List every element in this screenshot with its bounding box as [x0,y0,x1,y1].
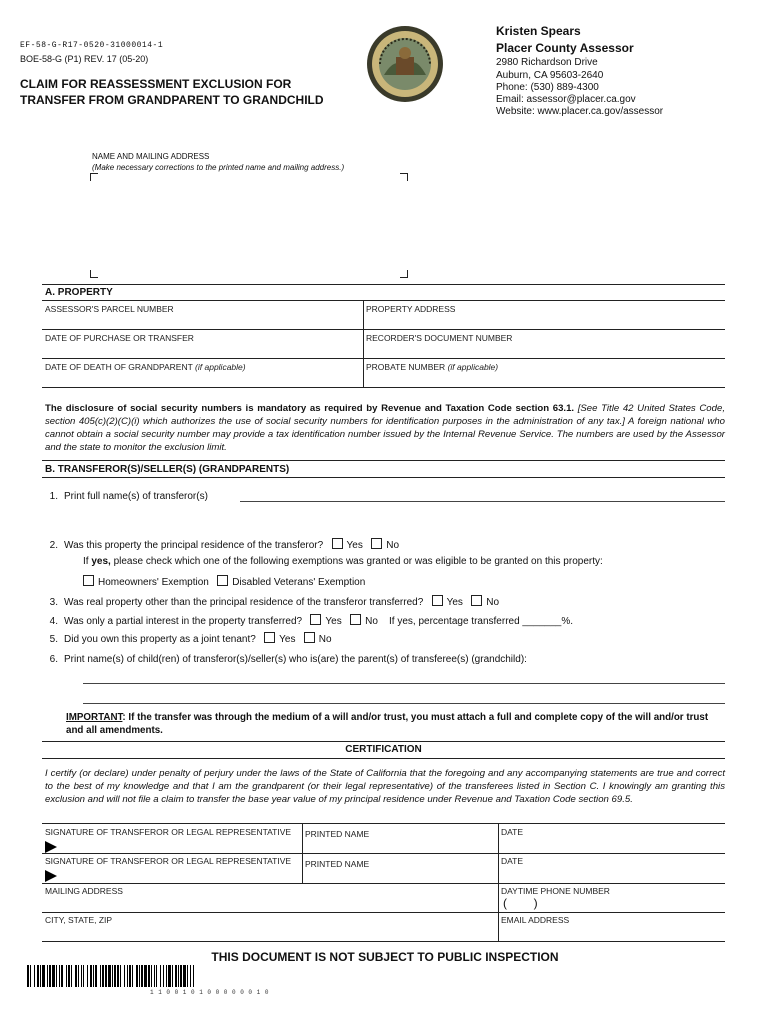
printed-name2-field[interactable] [304,869,496,882]
important-notice: IMPORTANT: If the transfer was through the medium of a will and/or trust, you must attach a full and complete copy of the will and/or trust and all amendments. [66,712,709,736]
transferor-name-field[interactable] [240,501,725,502]
date1-field[interactable] [500,839,723,852]
probate-number-field[interactable] [365,372,723,386]
address-corner-tl [90,173,98,181]
mailing-address-field[interactable] [98,183,396,267]
assessor-address1: 2980 Richardson Drive [496,57,598,68]
mailing-address-cert-label: MAILING ADDRESS [45,886,123,896]
veterans-exemption-checkbox[interactable] [217,575,228,586]
signature1-label: SIGNATURE OF TRANSFEROR OR LEGAL REPRESENTATIVE [45,827,292,837]
date2-label: DATE [501,856,524,866]
email-address-label: EMAIL ADDRESS [501,915,570,925]
question-2: 2. Was this property the principal residence of the transferor? Yes No [49,540,400,551]
assessor-website: Website: www.placer.ca.gov/assessor [496,106,664,117]
homeowners-exemption-checkbox[interactable] [83,575,94,586]
child-name-field-2[interactable] [83,703,725,704]
city-state-zip-label: CITY, STATE, ZIP [45,915,113,925]
daytime-phone-field[interactable]: ( ) [503,896,538,910]
form-title-line2: TRANSFER FROM GRANDPARENT TO GRANDCHILD [20,93,324,107]
question-3: 3. Was real property other than the principal residence of the transferor transferred? Yes No [49,597,500,608]
certification-text: I certify (or declare) under penalty of perjury under the laws of the State of California that the foregoing and any accompanying statements are true and correct to the best of my knowledge and that I am the grandparent (or their legal representative) of the transferees listed in Section C. I knowingly am granting this exclusion and will not file a claim to transfer the base year value of my principal residence under Revenue and Taxation Code section 69.5. [45,768,725,805]
barcode-text: 1 1 0 0 1 0 1 0 0 0 0 0 0 1 0 [150,989,269,996]
form-revision: BOE-58-G (P1) REV. 17 (05-20) [20,54,149,64]
sign-here-arrow-icon [45,869,57,887]
q4-no-checkbox[interactable] [350,614,361,625]
assessor-name: Kristen Spears [496,24,581,38]
q4-yes-checkbox[interactable] [310,614,321,625]
q3-no-checkbox[interactable] [471,595,482,606]
parcel-number-label: ASSESSOR'S PARCEL NUMBER [45,304,174,314]
printed-name2-label: PRINTED NAME [305,859,370,869]
date1-label: DATE [501,827,524,837]
q5-yes-checkbox[interactable] [264,632,275,643]
assessor-phone: Phone: (530) 889-4300 [496,82,599,93]
child-name-field-1[interactable] [83,683,725,684]
form-title-line1: CLAIM FOR REASSESSMENT EXCLUSION FOR [20,77,292,91]
q5-no-checkbox[interactable] [304,632,315,643]
address-corner-tr [400,173,408,181]
property-address-field[interactable] [365,314,723,328]
parcel-number-field[interactable] [44,314,361,328]
date2-field[interactable] [500,869,723,882]
public-inspection-notice: THIS DOCUMENT IS NOT SUBJECT TO PUBLIC INSPECTION [211,950,559,964]
section-a-title: A. PROPERTY [45,287,113,298]
assessor-email: Email: assessor@placer.ca.gov [496,94,636,105]
assessor-address2: Auburn, CA 95603-2640 [496,70,604,81]
signature2-label: SIGNATURE OF TRANSFEROR OR LEGAL REPRESENTATIVE [45,856,292,866]
mailing-address-label: NAME AND MAILING ADDRESS [92,152,210,161]
barcode [27,965,195,987]
q2-no-checkbox[interactable] [371,538,382,549]
form-code: EF-58-G-R17-0520-31000014-1 [20,41,164,50]
daytime-phone-label: DAYTIME PHONE NUMBER [501,886,610,896]
death-date-field[interactable] [44,372,361,386]
question-4: 4. Was only a partial interest in the property transferred? Yes No If yes, percentage transferred _______%. [49,616,574,627]
county-seal-icon [366,25,444,103]
recorder-doc-field[interactable] [365,343,723,357]
ssn-disclosure: The disclosure of social security numbers is mandatory as required by Revenue and Taxation Code section 63.1. [See Title 42 United States Code, section 405(c)(2)(C)(i) which authorizes the use of social security numbers for identification purposes in the administration of any tax.] A foreign national who cannot obtain a social security number may provide a tax identification number issued by the Internal Revenue Service. The numbers are used by the Assessor and the state to monitor the exclusion limit. [45,403,725,453]
signature2-field[interactable] [60,867,300,882]
certification-title: CERTIFICATION [345,744,422,755]
q3-yes-checkbox[interactable] [432,595,443,606]
death-date-label: DATE OF DEATH OF GRANDPARENT (if applicable) [45,362,246,372]
mailing-address-note: (Make necessary corrections to the printed name and mailing address.) [92,163,345,172]
printed-name1-label: PRINTED NAME [305,829,370,839]
signature1-field[interactable] [60,837,300,852]
question-5: 5. Did you own this property as a joint tenant? Yes No [49,634,332,645]
question-1: 1. Print full name(s) of transferor(s) [49,491,208,502]
purchase-date-field[interactable] [44,343,361,357]
printed-name1-field[interactable] [304,839,496,852]
question-6: 6. Print name(s) of child(ren) of transferor(s)/seller(s) who is(are) the parent(s) of transferee(s) (grandchild): [49,654,527,665]
email-address-field[interactable] [500,926,723,940]
purchase-date-label: DATE OF PURCHASE OR TRANSFER [45,333,194,343]
property-address-label: PROPERTY ADDRESS [366,304,456,314]
recorder-doc-label: RECORDER'S DOCUMENT NUMBER [366,333,513,343]
section-b-title: B. TRANSFEROR(S)/SELLER(S) (GRANDPARENTS) [45,464,290,475]
exemption-options: Homeowners' Exemption Disabled Veterans' Exemption [83,575,365,588]
question-2-followup: If yes, please check which one of the following exemptions was granted or was eligible to be granted on this property: [83,556,603,567]
assessor-title: Placer County Assessor [496,41,634,55]
address-corner-bl [90,270,98,278]
probate-number-label: PROBATE NUMBER (if applicable) [366,362,499,372]
mailing-address-cert-field[interactable] [44,897,496,911]
q2-yes-checkbox[interactable] [332,538,343,549]
city-state-zip-field[interactable] [44,926,496,940]
address-corner-br [400,270,408,278]
